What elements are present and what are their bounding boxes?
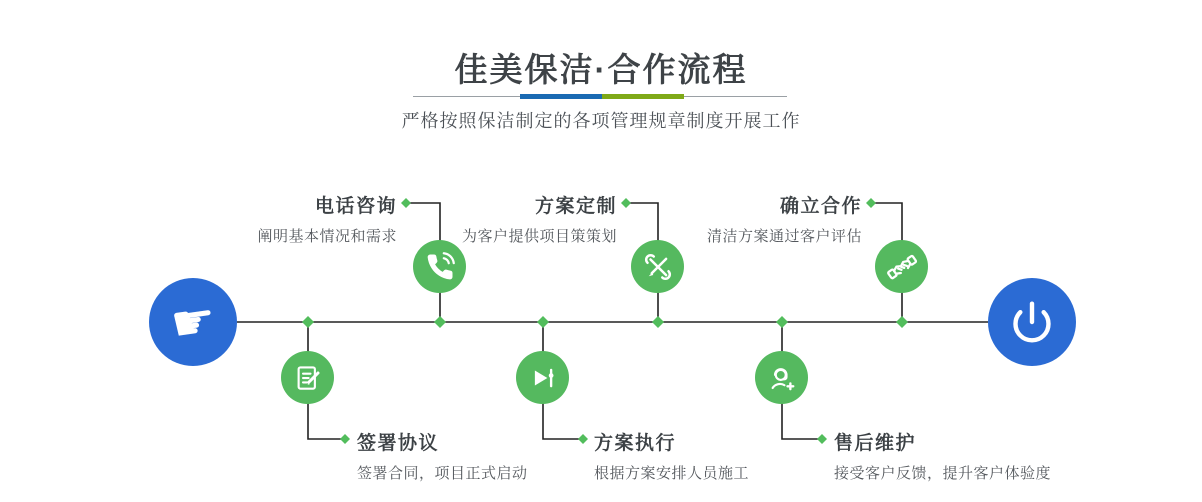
page-title: 佳美保洁·合作流程 xyxy=(454,51,748,88)
step-subtitle: 根据方案安排人员施工 xyxy=(594,465,750,482)
pencil-wrench-icon xyxy=(643,252,673,282)
step-subtitle: 阐明基本情况和需求 xyxy=(257,228,397,245)
step-title: 方案执行 xyxy=(594,433,677,454)
step-label-support xyxy=(834,428,1051,483)
step-title: 电话咨询 xyxy=(314,196,397,217)
headset-plus-icon xyxy=(767,363,797,393)
step-node-sign xyxy=(281,351,334,404)
step-subtitle: 接受客户反馈，提升客户体验度 xyxy=(834,465,1052,482)
step-label-phone xyxy=(257,191,397,246)
step-node-cooperation xyxy=(875,240,928,293)
step-subtitle: 签署合同，项目正式启动 xyxy=(357,465,528,482)
phone-call-icon xyxy=(425,252,455,282)
page-subtitle: 严格按照保洁制定的各项管理规章制度开展工作 xyxy=(401,111,801,131)
hand-pointer-icon: ☛ xyxy=(166,290,220,354)
timeline-start-node xyxy=(149,278,237,366)
step-node-execute xyxy=(516,351,569,404)
handshake-icon xyxy=(886,251,918,283)
play-slider-icon xyxy=(528,363,558,393)
step-label-cooperation xyxy=(707,191,862,246)
step-title: 确立合作 xyxy=(779,196,862,217)
step-node-support xyxy=(755,351,808,404)
step-label-design xyxy=(462,191,617,246)
step-title: 售后维护 xyxy=(834,433,917,454)
step-label-sign xyxy=(357,428,528,483)
step-node-design xyxy=(631,240,684,293)
step-label-execute xyxy=(594,428,749,483)
document-pen-icon xyxy=(293,363,323,393)
power-icon xyxy=(1010,300,1054,344)
step-node-phone xyxy=(413,240,466,293)
step-title: 方案定制 xyxy=(534,196,617,217)
step-subtitle: 为客户提供项目策策划 xyxy=(461,228,617,245)
step-subtitle: 清洁方案通过客户评估 xyxy=(706,228,862,245)
step-title: 签署协议 xyxy=(357,433,440,454)
timeline-end-node xyxy=(988,278,1076,366)
